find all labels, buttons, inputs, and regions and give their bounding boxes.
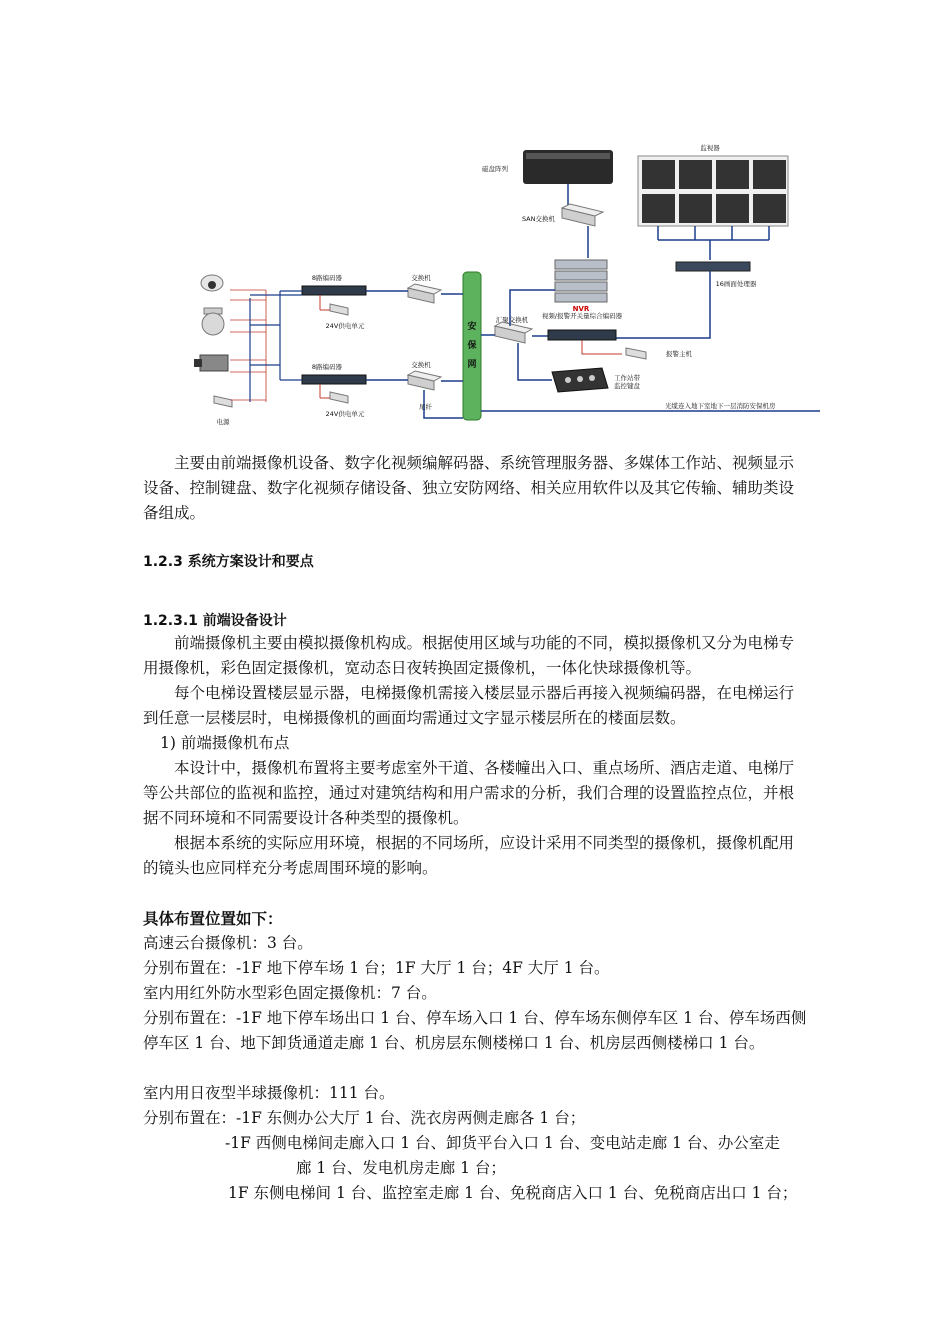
paragraph-front-cameras: 前端摄像机主要由模拟摄像机构成。根据使用区域与功能的不同，模拟摄像机又分为电梯专用摄像机，彩色固定摄像机，宽动态日夜转换固定摄像机，一体化快球摄像机等。: [143, 634, 795, 677]
ptz-camera-locations: 分别布置在：-1F 地下停车场 1 台；1F 大厅 1 台；4F 大厅 1 台。: [143, 959, 610, 977]
alarm-host-icon: [626, 348, 646, 359]
switch2-icon: [408, 371, 441, 390]
ir-camera-locations: 分别布置在：-1F 地下停车场出口 1 台、停车场入口 1 台、停车场东侧停车区 1 台、停车场西侧停车区 1 台、地下卸货通道走廊 1 台、机房层东侧楼梯口 1 台、机房层西侧楼梯口 1 台。: [143, 1009, 807, 1052]
keyboard-icon: [552, 368, 608, 392]
processor16-icon: [676, 262, 750, 271]
monitor-wall-icon: [638, 156, 788, 226]
box-camera-icon: [194, 355, 228, 371]
encoder1-label: 8路编码器: [311, 274, 343, 282]
system-topology-diagram: [190, 140, 830, 430]
keyboard-label-line1: 工作站带: [614, 374, 640, 382]
intro-paragraph: 主要由前端摄像机设备、数字化视频编解码器、系统管理服务器、多媒体工作站、视频显示设备、控制键盘、数字化视频存储设备、独立安防网络、相关应用软件以及其它传输、辅助类设备组成。: [143, 454, 795, 522]
agg-switch-icon: [495, 322, 532, 343]
paragraph-design-layout: 本设计中，摄像机布置将主要考虑室外干道、各楼幢出入口、重点场所、酒店走道、电梯厅等公共部位的监视和监控，通过对建筑结构和用户需求的分析，我们合理的设置监控点位，并根据不同环境和不同需要设计各种类型的摄像机。: [143, 759, 795, 827]
dome-camera-locations-3: 廊 1 台、发电机房走廊 1 台；: [296, 1159, 506, 1177]
security-net-char-1: 安: [467, 322, 477, 332]
alarm-host-label: 报警主机: [666, 350, 692, 358]
security-net-char-3: 网: [467, 360, 477, 370]
san-switch-label: SAN交换机: [521, 215, 555, 223]
power2-label: 24V供电单元: [325, 410, 365, 418]
codec-label: 视频/报警开关量综合编码器: [541, 312, 623, 320]
agg-switch-label: 汇聚交换机: [495, 316, 529, 324]
dome-camera-count: 室内用日夜型半球摄像机：111 台。: [143, 1084, 395, 1102]
camera-wiring: [230, 290, 302, 402]
encoder1-icon: [302, 286, 366, 295]
dome-camera-locations-1: 分别布置在：-1F 东侧办公大厅 1 台、洗衣房两侧走廊各 1 台；: [143, 1109, 586, 1127]
monitor-label: 监视器: [700, 144, 720, 152]
power-supply-icon: [214, 396, 232, 407]
layout-title: 具体布置位置如下：: [143, 909, 283, 928]
power2-icon: [330, 392, 348, 403]
paragraph-elevator-cameras: 每个电梯设置楼层显示器，电梯摄像机需接入楼层显示器后再接入视频编码器，在电梯运行到任意一层楼层时，电梯摄像机的画面均需通过文字显示楼层所在的楼面层数。: [143, 684, 795, 727]
ptz-camera-count: 高速云台摄像机：3 台。: [143, 934, 313, 952]
disk-array-icon: [523, 150, 613, 184]
nvr-icon: [555, 260, 607, 302]
ir-camera-count: 室内用红外防水型彩色固定摄像机：7 台。: [143, 984, 437, 1002]
power1-label: 24V供电单元: [325, 322, 365, 330]
section-heading-1-2-3-1: 1.2.3.1 前端设备设计: [143, 613, 287, 629]
speed-dome-camera-icon: [202, 308, 224, 335]
disk-array-label: 磁盘阵列: [482, 165, 508, 173]
security-net-char-2: 保: [467, 341, 477, 351]
fiber-note: 光缆连入地下室地下一层消防安保机房: [665, 402, 776, 410]
paragraph-environment: 根据本系统的实际应用环境，根据的不同场所，应设计采用不同类型的摄像机，摄像机配用的镜头也应同样充分考虑周围环境的影响。: [143, 834, 795, 877]
codec-icon: [548, 330, 616, 340]
san-switch-icon: [562, 204, 603, 226]
dome-camera-icon: [201, 275, 223, 291]
switch2-label: 交换机: [411, 361, 431, 369]
nvr-label: NVR: [572, 305, 590, 313]
encoder2-icon: [302, 375, 366, 384]
list-item-camera-layout: 1) 前端摄像机布点: [160, 734, 290, 752]
dome-camera-locations-4: 1F 东侧电梯间 1 台、监控室走廊 1 台、免税商店入口 1 台、免税商店出口 1 台；: [228, 1184, 798, 1202]
keyboard-label-line2: 监控键盘: [614, 382, 640, 390]
tail-fiber-label: 尾纤: [419, 403, 432, 411]
power1-icon: [330, 304, 348, 315]
encoder2-label: 8路编码器: [311, 363, 343, 371]
dome-camera-locations-2: -1F 西侧电梯间走廊入口 1 台、卸货平台入口 1 台、变电站走廊 1 台、办公室走: [225, 1134, 780, 1152]
power-source-label: 电源: [216, 418, 230, 426]
switch1-icon: [408, 284, 441, 303]
section-heading-1-2-3: 1.2.3 系统方案设计和要点: [143, 554, 314, 570]
processor16-label: 16画面处理器: [715, 280, 757, 288]
switch1-label: 交换机: [411, 274, 431, 282]
